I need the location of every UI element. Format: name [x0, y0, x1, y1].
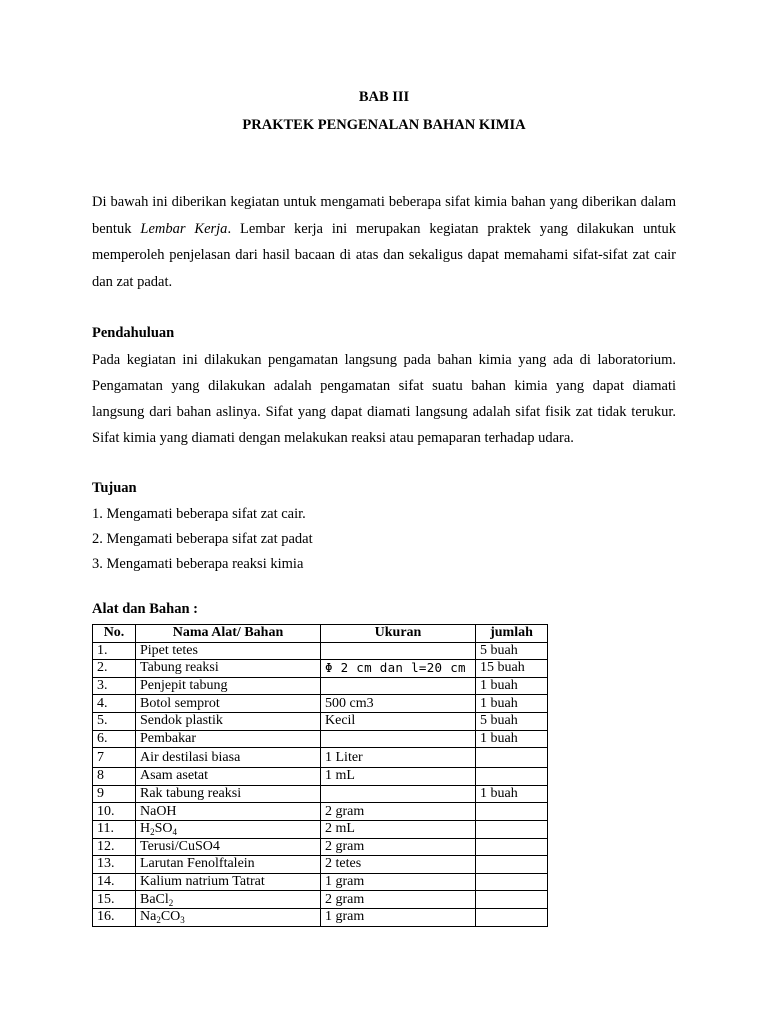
- cell-no: 11.: [93, 820, 136, 838]
- cell-ukuran: [321, 730, 476, 748]
- cell-no: 1.: [93, 642, 136, 660]
- cell-ukuran: 2 gram: [321, 803, 476, 821]
- cell-ukuran: [321, 785, 476, 803]
- cell-jumlah: [476, 908, 548, 926]
- cell-jumlah: [476, 803, 548, 821]
- cell-no: 5.: [93, 712, 136, 730]
- cell-no: 10.: [93, 803, 136, 821]
- cell-jumlah: [476, 838, 548, 856]
- table-row: [93, 660, 548, 678]
- cell-jumlah: 1 buah: [476, 730, 548, 748]
- cell-jumlah: 1 buah: [476, 677, 548, 695]
- cell-nama: Pipet tetes: [136, 642, 321, 660]
- cell-ukuran: 1 gram: [321, 873, 476, 891]
- tujuan-list: [92, 502, 676, 577]
- cell-ukuran: 1 Liter: [321, 748, 476, 768]
- cell-nama: Kalium natrium Tatrat: [136, 873, 321, 891]
- column-header-jumlah: jumlah: [476, 625, 548, 643]
- cell-no: 14.: [93, 873, 136, 891]
- cell-no: 6.: [93, 730, 136, 748]
- chapter-heading: BAB III: [358, 89, 410, 105]
- table-row: [93, 768, 548, 786]
- table-row: [93, 730, 548, 748]
- section-heading-alat-bahan: Alat dan Bahan :: [92, 601, 198, 617]
- cell-no: 13.: [93, 856, 136, 874]
- subscript: 2: [168, 897, 174, 908]
- document-page: [92, 88, 676, 927]
- table-body: [93, 642, 548, 926]
- cell-jumlah: 1 buah: [476, 785, 548, 803]
- cell-nama: Botol semprot: [136, 695, 321, 713]
- cell-nama: Sendok plastik: [136, 712, 321, 730]
- table-row: [93, 838, 548, 856]
- cell-jumlah: 1 buah: [476, 695, 548, 713]
- table-row: [93, 695, 548, 713]
- formula-part: Na: [140, 909, 157, 925]
- table-row: [93, 712, 548, 730]
- cell-ukuran: Φ 2 cm dan l=20 cm: [321, 660, 476, 678]
- cell-jumlah: [476, 820, 548, 838]
- cell-ukuran: 2 mL: [321, 820, 476, 838]
- subscript: 2: [150, 827, 155, 838]
- table-row: [93, 908, 548, 926]
- cell-ukuran: 2 tetes: [321, 856, 476, 874]
- table-row: [93, 873, 548, 891]
- column-header-nama: Nama Alat/ Bahan: [136, 625, 321, 643]
- equipment-table: [92, 624, 548, 927]
- cell-ukuran: Kecil: [321, 712, 476, 730]
- list-item: 1. Mengamati beberapa sifat zat cair.: [92, 506, 306, 522]
- cell-no: 4.: [93, 695, 136, 713]
- column-header-no: No.: [93, 625, 136, 643]
- formula-part: BaCl: [140, 891, 169, 907]
- cell-no: 7: [93, 748, 136, 768]
- subscript: 4: [172, 827, 178, 838]
- cell-jumlah: [476, 856, 548, 874]
- table-row: [93, 748, 548, 768]
- cell-ukuran: 2 gram: [321, 838, 476, 856]
- section-heading-pendahuluan: Pendahuluan: [92, 325, 175, 341]
- cell-nama: [136, 891, 321, 909]
- cell-nama: Rak tabung reaksi: [136, 785, 321, 803]
- intro-italic: Lembar Kerja: [140, 220, 228, 237]
- cell-nama: Terusi/CuSO4: [136, 838, 321, 856]
- cell-nama: [136, 820, 321, 838]
- column-header-ukuran: Ukuran: [321, 625, 476, 643]
- cell-jumlah: [476, 873, 548, 891]
- cell-jumlah: 5 buah: [476, 712, 548, 730]
- table-row: [93, 856, 548, 874]
- table-row: [93, 785, 548, 803]
- intro-text-2: . Lembar kerja ini merupakan kegiatan praktek yang dilakukan untuk memperoleh penjelasan dari hasil bacaan di atas dan sekaligus dapat memahami sifat-sifat zat cair dan zat padat.: [92, 220, 676, 290]
- intro-paragraph: [92, 189, 676, 295]
- cell-no: 8: [93, 768, 136, 786]
- cell-nama: Tabung reaksi: [136, 660, 321, 678]
- cell-jumlah: 5 buah: [476, 642, 548, 660]
- cell-ukuran: 1 gram: [321, 908, 476, 926]
- cell-no: 9: [93, 785, 136, 803]
- list-item: 2. Mengamati beberapa sifat zat padat: [92, 531, 313, 547]
- cell-nama: Penjepit tabung: [136, 677, 321, 695]
- cell-nama: Larutan Fenolftalein: [136, 856, 321, 874]
- table-row: [93, 891, 548, 909]
- cell-nama: NaOH: [136, 803, 321, 821]
- cell-jumlah: [476, 768, 548, 786]
- cell-jumlah: [476, 891, 548, 909]
- cell-ukuran: 2 gram: [321, 891, 476, 909]
- document-title: PRAKTEK PENGENALAN BAHAN KIMIA: [242, 117, 526, 133]
- table-row: [93, 677, 548, 695]
- cell-ukuran: 1 mL: [321, 768, 476, 786]
- cell-no: 12.: [93, 838, 136, 856]
- cell-ukuran: [321, 642, 476, 660]
- table-row: [93, 642, 548, 660]
- cell-no: 3.: [93, 677, 136, 695]
- subscript: 2: [156, 915, 161, 926]
- cell-jumlah: [476, 748, 548, 768]
- cell-nama: Air destilasi biasa: [136, 748, 321, 768]
- cell-no: 2.: [93, 660, 136, 678]
- cell-jumlah: 15 buah: [476, 660, 548, 678]
- cell-ukuran: 500 cm3: [321, 695, 476, 713]
- cell-no: 15.: [93, 891, 136, 909]
- cell-nama: Pembakar: [136, 730, 321, 748]
- formula-part: SO: [154, 821, 173, 837]
- section-heading-tujuan: Tujuan: [92, 480, 137, 496]
- formula-part: H: [140, 821, 151, 837]
- table-row: [93, 820, 548, 838]
- cell-no: 16.: [93, 908, 136, 926]
- subscript: 3: [180, 915, 185, 926]
- cell-nama: [136, 908, 321, 926]
- intro-text-1: Di bawah ini diberikan kegiatan untuk mengamati beberapa sifat kimia bahan yang diberikan dalam bentuk: [92, 194, 676, 237]
- cell-ukuran: [321, 677, 476, 695]
- list-item: 3. Mengamati beberapa reaksi kimia: [92, 556, 304, 572]
- pendahuluan-paragraph: Pada kegiatan ini dilakukan pengamatan langsung pada bahan kimia yang ada di laboratorium. Pengamatan yang dilakukan adalah pengamatan sifat suatu bahan kimia yang dapat diamati langsung dari bahan aslinya. Sifat yang dapat diamati langsung adalah sifat fisik zat tidak terukur. Sifat kimia yang diamati dengan melakukan reaksi atau pemaparan terhadap udara.: [92, 352, 676, 446]
- table-row: [93, 803, 548, 821]
- cell-nama: Asam asetat: [136, 768, 321, 786]
- formula-part: CO: [160, 909, 181, 925]
